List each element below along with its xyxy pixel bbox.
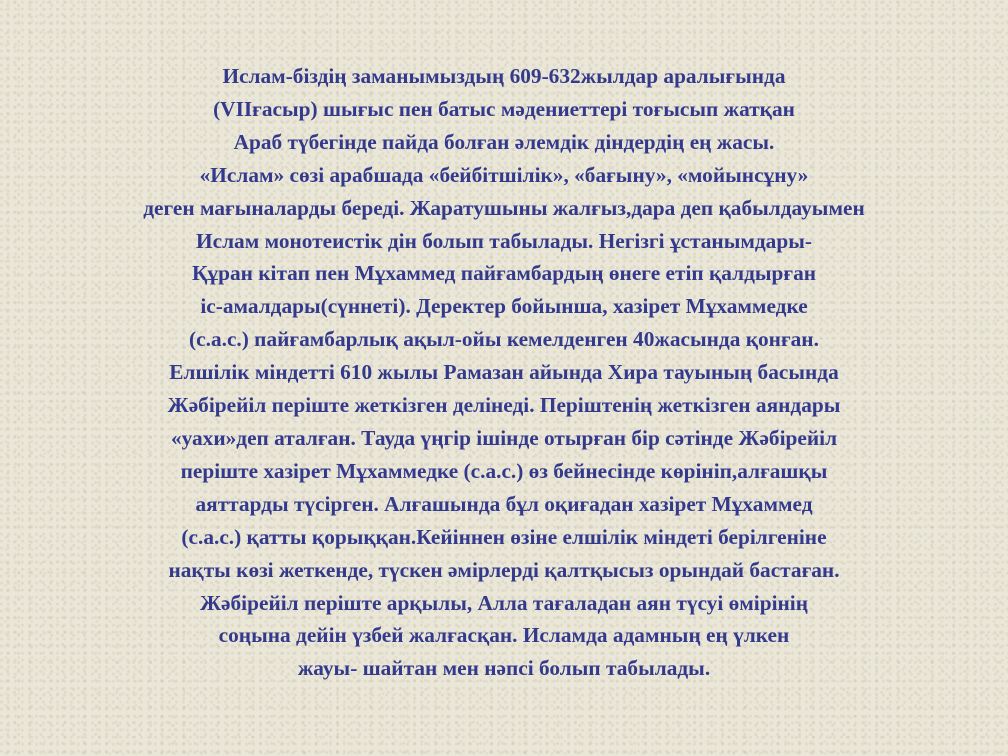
text-line-7: Құран кітап пен Мұхаммед пайғамбардың өнеге етіп қалдырған <box>191 261 817 286</box>
text-line-1: Ислам-біздің заманымыздың 609-632жылдар аралығында <box>222 64 786 88</box>
text-line-4: «Ислам» сөзі арабшада «бейбітшілік», «бағыну», «мойынсұну» <box>199 162 809 187</box>
text-line-14: аяттарды түсірген. Алғашында бұл оқиғадан хазірет Мұхаммед <box>195 491 813 516</box>
text-line-6: Ислам монотеистік дін болып табылады. Негізгі ұстанымдары- <box>196 228 812 253</box>
text-line-2: (VIIғасыр) шығыс пен батыс мәдениеттері тоғысып жатқан <box>213 96 795 121</box>
slide <box>0 60 1008 720</box>
text-line-9: (с.а.с.) пайғамбарлық ақыл-ойы кемелденген 40жасында қонған. <box>189 327 819 352</box>
text-line-18: соңына дейін үзбей жалғасқан. Исламда адамның ең үлкен <box>218 623 790 648</box>
text-line-10: Елшілік міндетті 610 жылы Рамазан айында Хира тауының басында <box>169 360 839 385</box>
text-line-11: Жәбірейіл періште жеткізген делінеді. Періштенің жеткізген аяндары <box>167 393 841 418</box>
text-line-3: Араб түбегінде пайда болған әлемдік діндердің ең жасы. <box>233 129 775 154</box>
text-line-16: нақты көзі жеткенде, түскен әмірлерді қалтқысыз орындай бастаған. <box>168 557 840 582</box>
text-line-13: періште хазірет Мұхаммедке (с.а.с.) өз бейнесінде көрініп,алғашқы <box>180 458 828 483</box>
text-line-19: жауы- шайтан мен нәпсі болып табылады. <box>297 656 711 681</box>
body-text <box>0 60 1008 685</box>
text-line-8: іс-амалдары(сүннеті). Деректер бойынша, хазірет Мұхаммедке <box>200 294 808 319</box>
text-line-17: Жәбірейіл періште арқылы, Алла тағаладан аян түсуі өмірінің <box>199 590 809 615</box>
text-line-5: деген мағыналарды береді. Жаратушыны жалғыз,дара деп қабылдауымен <box>143 195 865 220</box>
text-line-15: (с.а.с.) қатты қорыққан.Кейіннен өзіне елшілік міндеті берілгеніне <box>181 524 827 549</box>
text-line-12: «уахи»деп аталған. Тауда үңгір ішінде отырған бір сәтінде Жәбірейіл <box>170 425 838 450</box>
